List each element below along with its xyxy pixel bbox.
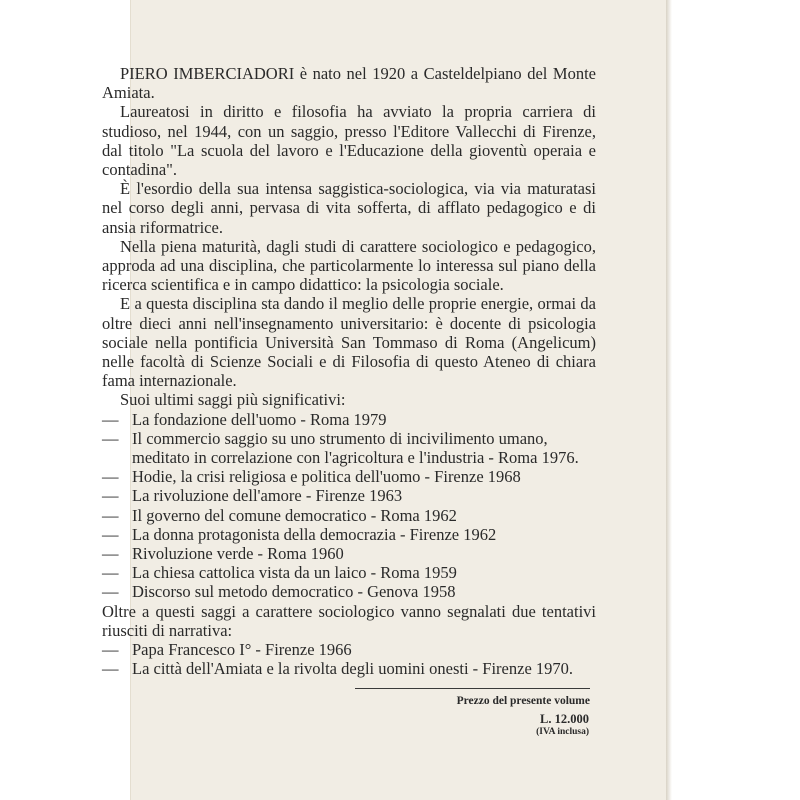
price-label: Prezzo del presente volume <box>456 695 590 707</box>
price-divider <box>355 688 590 689</box>
bio-paragraph-2: Laureatosi in diritto e filosofia ha avviato la propria carriera di studioso, nel 1944, con un saggio, presso l'Editore Vallecchi di Firenze, dal titolo "La scuola del lavoro e l'Educazione della gioventù operaia e contadina". <box>102 102 596 180</box>
list-item: — La città dell'Amiata e la rivolta degli uomini onesti - Firenze 1970. <box>102 659 574 679</box>
list-item: — La rivoluzione dell'amore - Firenze 1963 <box>102 486 403 506</box>
list-item: — La chiesa cattolica vista da un laico - Roma 1959 <box>102 563 457 583</box>
list-item: — La fondazione dell'uomo - Roma 1979 <box>102 409 387 429</box>
biography-text <box>102 64 596 679</box>
price-note: (IVA inclusa) <box>536 727 589 737</box>
list-item: — Rivoluzione verde - Roma 1960 <box>102 544 344 564</box>
list-item: — Discorso sul metodo democratico - Genova 1958 <box>102 582 456 602</box>
price-value: L. 12.000 <box>540 712 589 726</box>
bio-paragraph-1: PIERO IMBERCIADORI è nato nel 1920 a Casteldelpiano del Monte Amiata. <box>102 64 596 103</box>
bio-paragraph-5: E a questa disciplina sta dando il meglio delle proprie energie, ormai da oltre dieci anni nell'insegnamento universitario: è docente di psicologia sociale nella pontificia Università San Tommaso di Roma (Angelicum) nelle facoltà di Scienze Sociali e di Filosofia di questo Ateneo di chiara fama internazionale. <box>102 294 596 391</box>
essays-list <box>102 410 596 602</box>
essays-intro: Suoi ultimi saggi più significativi: <box>120 390 346 410</box>
list-item: — Il governo del comune democratico - Roma 1962 <box>102 505 457 525</box>
list-item: — Papa Francesco I° - Firenze 1966 <box>102 640 352 660</box>
list-item: — La donna protagonista della democrazia - Firenze 1962 <box>102 524 497 544</box>
narrative-list <box>102 640 596 678</box>
list-item: — Hodie, la crisi religiosa e politica dell'uomo - Firenze 1968 <box>102 467 521 487</box>
bio-paragraph-4: Nella piena maturità, dagli studi di carattere sociologico e pedagogico, approda ad una disciplina, che particolarmente lo interessa sul piano della ricerca scientifica e in campo didattico: la psicologia sociale. <box>102 236 596 295</box>
bio-paragraph-3: È l'esordio della sua intensa saggistica-sociologica, via via maturatasi nel corso degli anni, pervasa di vita sofferta, di afflato pedagogico e di ansia riformatrice. <box>102 179 596 237</box>
list-item: — Il commercio saggio su uno strumento di incivilimento umano, meditato in correlazione con l'agricoltura e l'industria - Roma 1976. <box>102 428 579 468</box>
narrative-intro: Oltre a questi saggi a carattere sociologico vanno segnalati due tentativi riusciti di narrativa: <box>102 601 596 640</box>
